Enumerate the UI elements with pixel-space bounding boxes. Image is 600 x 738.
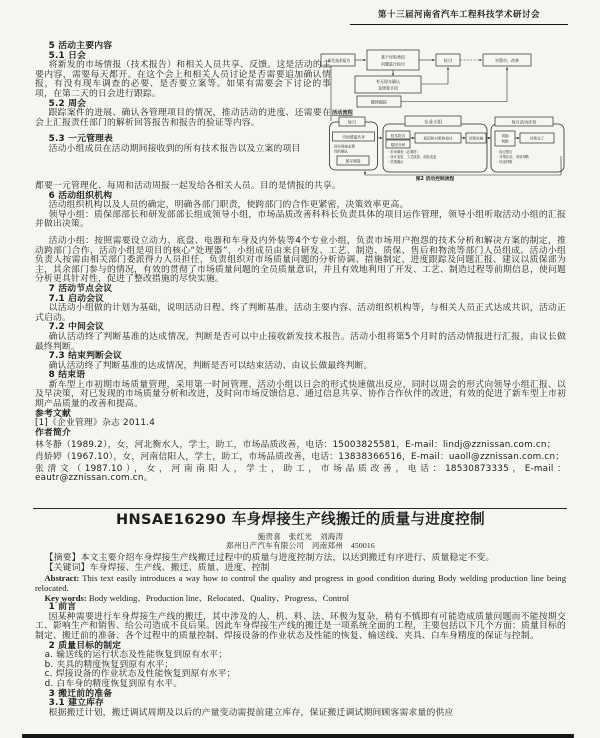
section-heading: 8 结束语 xyxy=(48,370,86,381)
abstract-en-label: Abstract: xyxy=(44,573,80,584)
loop-connector xyxy=(421,68,448,85)
paper1-full-width xyxy=(35,181,566,484)
keywords-cn: 【关键词】车身焊接、生产线、搬迁、质量、进度、控制 xyxy=(44,562,270,573)
section-heading: 7.3 结束判断会议 xyxy=(48,351,123,362)
section-heading: 6 活动组织机构 xyxy=(48,190,113,201)
paragraph: 以活动小组做的计划为基础，说明活动日程、终了判断基准、活动主要内容、活动组织机构等，与相关人员正式达成共识，活动正式启动。 xyxy=(35,303,566,323)
paragraph: 活动小组：按照需要设立动力、底盘、电器和车身及内外装等4个专业小组，负责市场用户抱怨的技术分析和解决方案的制定，推动跨部门合作，活动小组是项目的核心“处理器”、小组成员由来自研发、工艺、制造、质保、售后和物流等部门人员组成。活动小组负责人按需由相关部门委派得力人员担任，负责组织对市场质量问题的分析协调、措施制定、进度跟踪及问题汇报、建议以质保部为主，其余部门参与的情况，有效的贯彻了市场质量问题的全员质量意识，并且有效地利用了开发、工艺、制造过程等前期信息，使问题分析更具针对性，促进了整改措施的尽快实施。 xyxy=(35,235,566,285)
flow-section-label: 活动流程 xyxy=(332,110,353,116)
monthly-note3: ・结束判断 xyxy=(496,160,513,164)
keywords-en xyxy=(35,593,566,603)
figure-activity-control-flow xyxy=(329,46,566,182)
keywords-en-text: Body welding、Production line、Relocated、Quality、Progress、Control xyxy=(86,593,350,604)
reference-entry: [1]《企业管理》杂志 2011.4 xyxy=(35,418,156,429)
monthly-note1: ・经过报告 xyxy=(496,150,513,154)
diagram-label-switch-judge-line2: 判断 xyxy=(501,139,509,144)
diagram-label-tech-report: 技术报告 xyxy=(390,133,406,138)
references-heading: 参考文献 xyxy=(35,408,71,419)
author-bio-heading: 作者简介 xyxy=(35,427,71,438)
paragraph: 新车型上市初期市场质量管理，采用第一时间管理、活动小组以日会的形式快速做出反应，同时以周会的形式向领导小组汇报、以及早决策，对已发现的市场质量分析和改进，及时向市场反馈信息、通过信息共享、协作合作伙伴的改进，有效的促进了新车型上市初期产品质量的改善和提高。 xyxy=(35,379,566,410)
diagram-label-new-tech-report: 新发技术报告 xyxy=(327,58,351,63)
author-bio-entry: 肖娇婷（1967.10），女，河南信阳人，学士，助工，市场品质改善，电话：13838366516，E-mail：uaoll@zznissan.com.cn； xyxy=(35,451,565,462)
container-monthly-eval-header: 每月活动评价 xyxy=(511,119,537,125)
paragraph: 因某种需要进行车身焊接生产线的搬迁，其中涉及的人、机、料、法、环极为复杂，稍有不慎即有可能造成质量问题而不能按期交工、影响生产和销售、给公司造成不良后果。因此车身焊接生产线的搬迁是一项系统全面的工程，主要包括以下几个方面：质量目标的制定、搬迁前的准备、各个过程中的质量控制、焊接设备的作业状态及性能的恢复、输送线、夹具、白车身精度的保证与控制。 xyxy=(35,611,566,641)
daily-note-line1: 现车调查必要 xyxy=(334,144,355,149)
flow-diagram-canvas xyxy=(329,46,566,182)
diagram-label-review-line2: 问题进行检讨 xyxy=(381,61,405,67)
container-special-team-header: 专业小组 xyxy=(424,120,442,126)
abstract-en xyxy=(35,573,566,593)
daily-note-line2: 性的确认 xyxy=(334,149,348,154)
abstract-en-text: This text easily introduces a way how to control the quality and progress in good condition during Body welding production line being relocated. xyxy=(35,573,566,594)
list-item: d. 白车身的精度恢复到原有水平。 xyxy=(44,678,183,689)
author-bio-entry: 林冬静（1989.2），女，河北衡水人，学士，助工，市场品质改善，电话：15003825581，E-mail：lindj@zznissan.com.cn； xyxy=(35,439,556,450)
list-item: a. 输送线的运行状态及性能恢复到原有水平； xyxy=(44,650,228,661)
diagram-box-review xyxy=(367,50,419,70)
list-item: b. 夹具的精度恢复到原有水平； xyxy=(44,659,174,670)
section-heading: 2 质量目标的制定 xyxy=(48,640,122,651)
diagram-label-keep-tracking: 继续跟踪 xyxy=(371,99,387,105)
diagram-label-root-cause-review: 真因和对策的检讨 xyxy=(423,136,453,141)
section-divider xyxy=(33,508,567,509)
paper1-left-column xyxy=(35,42,331,182)
diagram-label-switch-judge-line1: 切换 xyxy=(501,134,509,138)
special-team-note1: ・市场调查（必要时） xyxy=(387,150,420,154)
conference-header: 第十三届河南省汽车工程科技学术研讨会 xyxy=(350,8,568,25)
paper-authors: 施贵喜 张红光 刘海涛 xyxy=(257,532,344,541)
diagram-label-vehicle-check: 现车调查 xyxy=(345,158,361,164)
abstract-cn: 【摘要】本文主要介绍车身焊接生产线搬迁过程中的质量与进度控制方法，以达到搬迁有序进行、质量稳定不变。 xyxy=(44,553,495,563)
diagram-label-countermeasure-done: 对策完了 xyxy=(529,136,545,141)
figure-caption: 图2 活动控制流程 xyxy=(415,177,455,182)
diagram-label-countermeasure-exec: 对策实施 xyxy=(468,136,484,141)
paper-affiliation: 郑州日产汽车有限公司 河南郑州 450016 xyxy=(226,541,375,550)
loop-connector xyxy=(401,68,507,102)
section-heading: 7 活动节点会议 xyxy=(48,283,113,294)
paragraph: 都要一元管理化、每周和活动周报一起发给各相关人员。目的是情报的共享。 xyxy=(35,181,341,191)
section-heading: 5.2 周会 xyxy=(48,98,87,109)
list-item: c. 焊接设备的作业状态及性能恢复到原有水平； xyxy=(44,669,236,680)
paragraph: 跟踪案件的进展、确认各管理项目的情况，推动活动的进度、还需要在会上汇报责任部门的解析回答报告和报告的验证等内容。 xyxy=(35,108,331,128)
section-heading: 5.1 日会 xyxy=(48,50,87,61)
paragraph: 根据搬迁计划，搬迁调试周期及以后的产量变动需提前建立库存，保证搬迁调试期间顾客需求量的供应 xyxy=(48,707,454,718)
diagram-label-vehicle-survey-line2: 及调查手段 xyxy=(378,85,398,91)
paper2 xyxy=(35,511,566,738)
paragraph: 活动组织机构以及人员的确定，明确各部门职责，使跨部门的合作更紧密，决策效率更高。 xyxy=(48,200,409,211)
paragraph: 领导小组：质保部部长和研发部部长组成领导小组，市场品质改善科科长负责具体的项目运作管理，领导小组听取活动小组的汇报并做出决策。 xyxy=(35,209,566,230)
paragraph: 将新发的市场情报（技术报告）和相关人员共享、反馈。这是活动的主要内容，需要每天都开。在这个会上和相关人员讨论是否需要追加确认情报，有没有现车调查的必要、是否要立案等。如果有需要会下讨论的事项，在第二天的日会进行跟踪。 xyxy=(35,60,331,99)
diagram-label-vehicle-survey-line1: 有无现车确认 xyxy=(376,79,400,84)
section-heading: 5.3 一元管理表 xyxy=(48,134,114,145)
section-heading: 7.2 中间会议 xyxy=(48,322,105,333)
author-bio-entry: 张清文（1987.10），女，河南南阳人，学士，助工，市场品质改善，电话：18530873335，E-mail：eautr@zznissan.com.cn。 xyxy=(35,463,566,484)
special-team-note3: ・效果确认 xyxy=(387,160,404,164)
special-team-note2: ・设计变更、工艺改善、部品变更 xyxy=(387,155,437,159)
section-heading: 5 活动主要内容 xyxy=(48,41,113,51)
paragraph: 确认活动终了判断基准的达成情况，判断是否可以结束活动、由议长做最终判断。 xyxy=(48,360,373,371)
section-heading: 3.1 建立库存 xyxy=(48,698,105,709)
diagram-label-info-share: 市场情报共享 xyxy=(342,134,365,140)
keywords-en-label: Key words: xyxy=(44,593,87,604)
diagram-label-check: 检讨 xyxy=(443,58,453,64)
section-heading: 7.1 启动会议 xyxy=(48,293,105,304)
container-daily-header: 每日 xyxy=(347,119,357,125)
diagram-label-countermeasure: 对策中、改善 xyxy=(495,58,519,64)
scan-edge-bar xyxy=(22,734,574,738)
diagram-label-review-line1: 基于经验类似 xyxy=(381,54,405,60)
diagram-label-cause-analysis: 原因分析 xyxy=(390,142,406,147)
section-heading: 1 前言 xyxy=(48,602,77,613)
section-heading: 3 搬迁前的准备 xyxy=(48,688,113,699)
paragraph: 确认活动终了判断基准的达成情况，判断是否可以中止接收新发技术报告。活动小组将第5个月时的活动情报进行汇报，由议长做最终判断。 xyxy=(35,331,566,352)
paper-title: HNSAE16290 车身焊接生产线搬迁的质量与进度控制 xyxy=(115,512,486,528)
monthly-note2: ・对策状况、采用判断 xyxy=(496,155,529,159)
paragraph: 活动小组成员在活动期间接收到的所有技术报告以及立案的项目 xyxy=(48,143,301,154)
